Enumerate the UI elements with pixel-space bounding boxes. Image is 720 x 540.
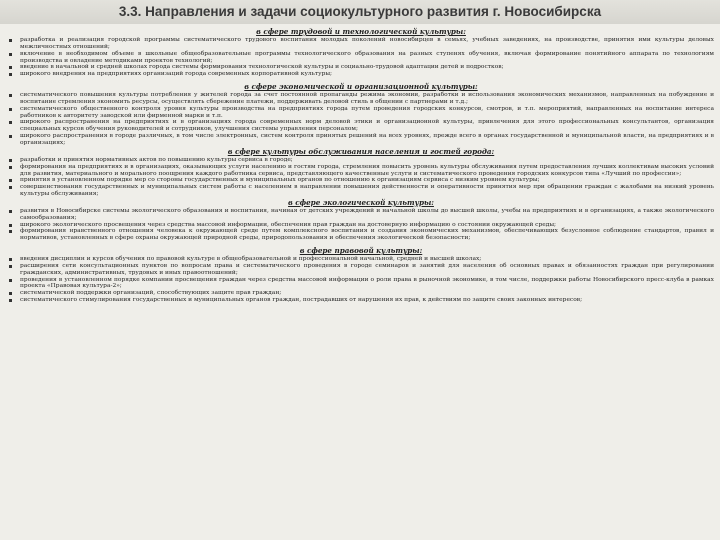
list-item: формирования на предприятиях и в организациях, оказывающих услуги населению и гостям города, стремления повысить уровень культуры обслуживания путем предоставления лучших коллективам высоких условий для развития, материального и морального поощрения каждого работника сервиса, представляющего качественные услуги и систематического проведения городских конкурсов типа «Лучший по профессии»; [8, 164, 714, 178]
section-heading-service: в сфере культуры обслуживания населения и гостей города: [227, 146, 495, 156]
list-item: развития в Новосибирске системы экологического образования и воспитания, начиная от детских учреждений и начальной школы до высшей школы, учебы на предприятиях и в организациях, а также экологического самообразования; [8, 208, 714, 222]
list-item: совершенствования государственных и муниципальных систем работы с населением в направлении повышения действенности и оперативности принятия мер при обращении граждан с жалобами на низкий уровень культуры обслуживания; [8, 184, 714, 198]
bullet-list [8, 37, 714, 78]
bullet-list [8, 92, 714, 147]
document-body [8, 27, 714, 304]
section-legal [8, 246, 714, 304]
list-item: систематического общественного контроля уровня культуры производства на предприятиях города путем проведения городских конкурсов, смотров, и т.п. мероприятий, направленных на воспитание интереса работников к авторитету заводской или фирменной марки и т.п. [8, 106, 714, 120]
list-item: систематической поддержки организаций, способствующих защите прав граждан; [8, 290, 714, 297]
list-item: систематического повышения культуры потребления у жителей города за счет постоянной пропаганды режима экономии, разработки и использования экономических механизмов, направленных на побуждение и воспитание стремления экономить ресурсы, осуществлять сбережение платежи, поддерживать деловой стиль в общении с партнерами и т.д.; [8, 92, 714, 106]
bullet-list [8, 208, 714, 242]
list-item: введения дисциплин и курсов обучения по правовой культуре в общеобразовательной и профессиональной начальной, средней и высшей школах; [8, 256, 714, 263]
section-labor [8, 27, 714, 78]
list-item: разработка и реализация городской программы систематического трудового воспитания молодых поколений новосибирцев в семьях, учебных заведениях, на производстве, принятия ими культуры деловых межличностных отношений; [8, 37, 714, 51]
section-economic [8, 82, 714, 147]
section-ecological [8, 198, 714, 242]
list-item: включение в необходимом объеме в школьные общеобразовательные программы технологического образования на разных ступенях обучения, включая формирование понятийного аппарата по технологиям производства и овладение методиками проектов технологий; [8, 51, 714, 65]
list-item: введение в начальной и средней школах города системы формирования технологической культуры и социально-трудовой адаптации детей и подростков; [8, 64, 714, 71]
section-service [8, 147, 714, 198]
list-item: проведения в установленном порядке компании просвещения граждан через средства массовой информации о роли права в рыночной экономике, в том числе, поддержки работы Новосибирского пресс-клуба в рамках проекта «Правовая культура-2»; [8, 277, 714, 291]
list-item: широкого экологического просвещения через средства массовой информации, обеспечения прав граждан на достоверную информацию о состоянии окружающей среды; [8, 222, 714, 229]
list-item: широкого распространения в городе различных, в том числе электронных, систем контроля принятых решений на всех уровнях, прежде всего в органах государственной и муниципальной власти, на предприятиях и в организациях; [8, 133, 714, 147]
bullet-list [8, 157, 714, 198]
list-item: широкого распространения на предприятиях и в организациях города современных норм деловой этики и организационной культуры, привлечения для этого профессиональных консультантов, организация специальных курсов обучения руководителей и сотрудников, улучшения системы управления персоналом; [8, 119, 714, 133]
list-item: разработки и принятия нормативных актов по повышению культуры сервиса в городе; [8, 157, 714, 164]
list-item: расширения сети консультационных пунктов по вопросам права и систематического проведения в городе семинаров и занятий для населения об основных правах и обязанностях граждан при регулировании гражданских, административных, трудовых и иных правоотношений; [8, 263, 714, 277]
list-item: систематического стимулирования государственных и муниципальных органов граждан, пострадавших от нарушения их прав, к действиям по защите своих законных интересов; [8, 297, 714, 304]
list-item: формирования нравственного отношения человека к окружающей среде путем комплексного воспитания и создания экономических механизмов, обеспечивающих безусловное соблюдение стандартов, правил и нормативов, установленных в сфере охраны окружающей природной среды, природопользования и обеспечения экологической безопасности; [8, 228, 714, 242]
section-heading-economic: в сфере экономической и организационной культуры: [244, 82, 478, 92]
bullet-list [8, 256, 714, 304]
list-item: широкого внедрения на предприятиях организаций города современных корпоративной культуры; [8, 71, 714, 78]
section-heading-labor: в сфере трудовой и технологической культуры: [256, 27, 466, 36]
list-item: принятия в установленном порядке мер со стороны государственных и муниципальных органов по отношению к организациям сервиса с низким уровнем культуры; [8, 177, 714, 184]
section-heading-legal: в сфере правовой культуры: [299, 246, 423, 256]
page-title: 3.3. Направления и задачи социокультурного развития г. Новосибирска [0, 0, 720, 24]
section-heading-ecological: в сфере экологической культуры: [288, 197, 434, 207]
